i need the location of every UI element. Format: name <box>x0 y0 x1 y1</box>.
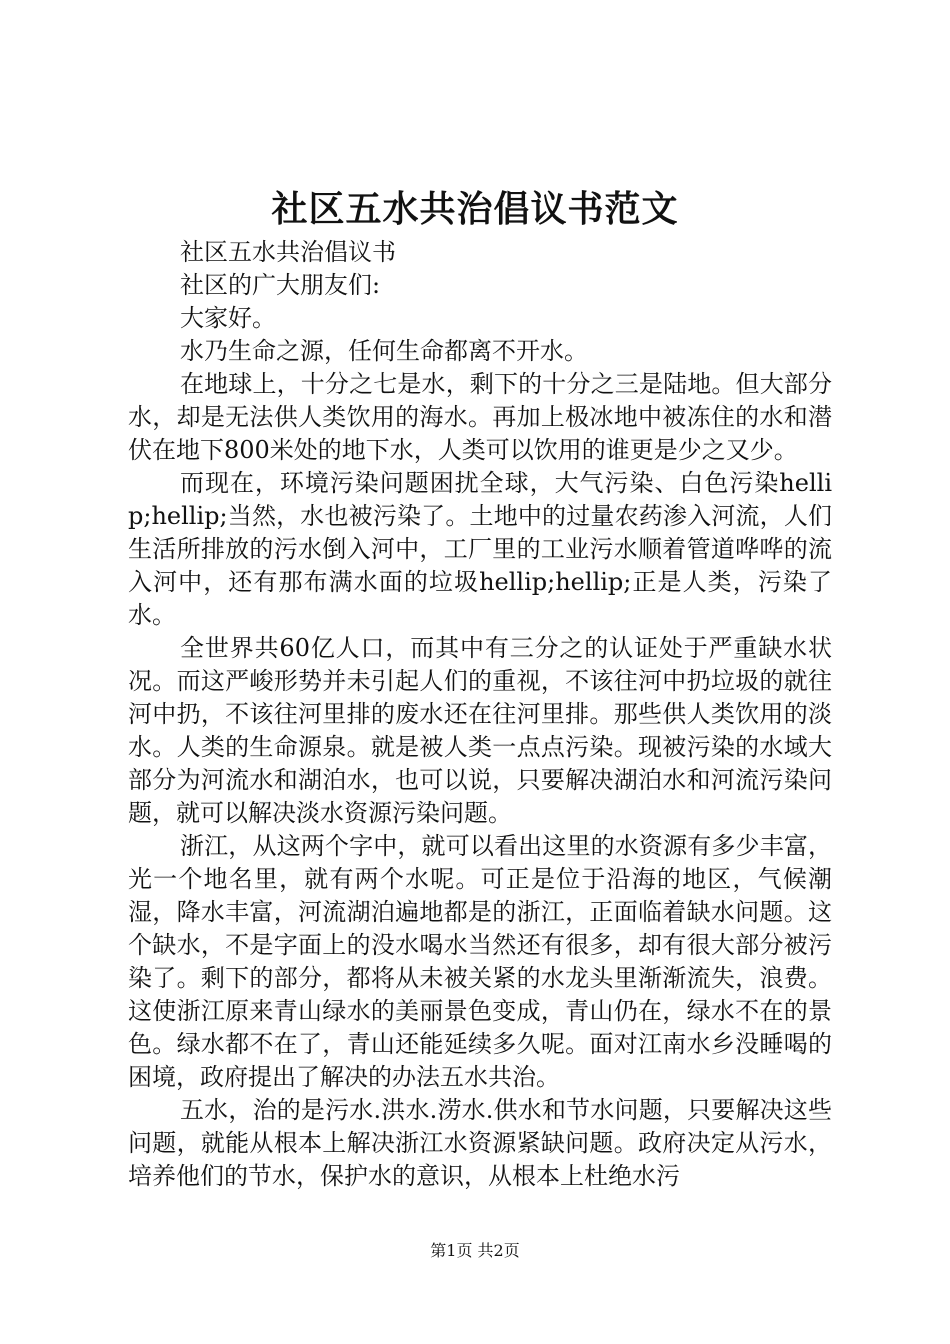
paragraph-greeting: 大家好。 <box>180 304 276 332</box>
paragraph: 浙江，从这两个字中，就可以看出这里的水资源有多少丰富，光一个地名里，就有两个水呢。可正是位于沿海的地区，气候潮湿，降水丰富，河流湖泊遍地都是的浙江，正面临着缺水问题。这个缺水，不是字面上的没水喝水当然还有很多，却有很大部分被污染了。剩下的部分，都将从未被关紧的水龙头里渐渐流失，浪费。这使浙江原来青山绿水的美丽景色变成，青山仍在，绿水不在的景色。绿水都不在了，青山还能延续多久呢。面对江南水乡没睡喝的困境，政府提出了解决的办法五水共治。 <box>128 832 832 1091</box>
document-title: 社区五水共治倡议书范文 <box>271 188 679 230</box>
paragraph: 水乃生命之源，任何生命都离不开水。 <box>180 337 588 365</box>
paragraph: 而现在，环境污染问题困扰全球，大气污染、白色污染hellip;hellip;当然，水也被污染了。土地中的过量农药渗入河流，人们生活所排放的污水倒入河中，工厂里的工业污水顺着管道哗哗的流入河中，还有那布满水面的垃圾hellip;hellip;正是人类，污染了水。 <box>128 469 832 629</box>
page-number-footer: 第1页 共2页 <box>430 1241 520 1260</box>
paragraph-salutation: 社区的广大朋友们: <box>180 271 381 299</box>
paragraph: 五水，治的是污水.洪水.涝水.供水和节水问题，只要解决这些问题，就能从根本上解决浙江水资源紧缺问题。政府决定从污水，培养他们的节水，保护水的意识，从根本上杜绝水污 <box>128 1096 832 1190</box>
paragraph-subtitle: 社区五水共治倡议书 <box>180 238 396 266</box>
document-body <box>128 236 832 1193</box>
paragraph: 全世界共60亿人口，而其中有三分之的认证处于严重缺水状况。而这严峻形势并未引起人们的重视，不该往河中扔垃圾的就往河中扔，不该往河里排的废水还在往河里排。那些供人类饮用的淡水。人类的生命源泉。就是被人类一点点污染。现被污染的水域大部分为河流水和湖泊水，也可以说，只要解决湖泊水和河流污染问题，就可以解决淡水资源污染问题。 <box>128 634 832 827</box>
paragraph: 在地球上，十分之七是水，剩下的十分之三是陆地。但大部分水，却是无法供人类饮用的海水。再加上极冰地中被冻住的水和潜伏在地下800米处的地下水，人类可以饮用的谁更是少之又少。 <box>128 370 832 464</box>
